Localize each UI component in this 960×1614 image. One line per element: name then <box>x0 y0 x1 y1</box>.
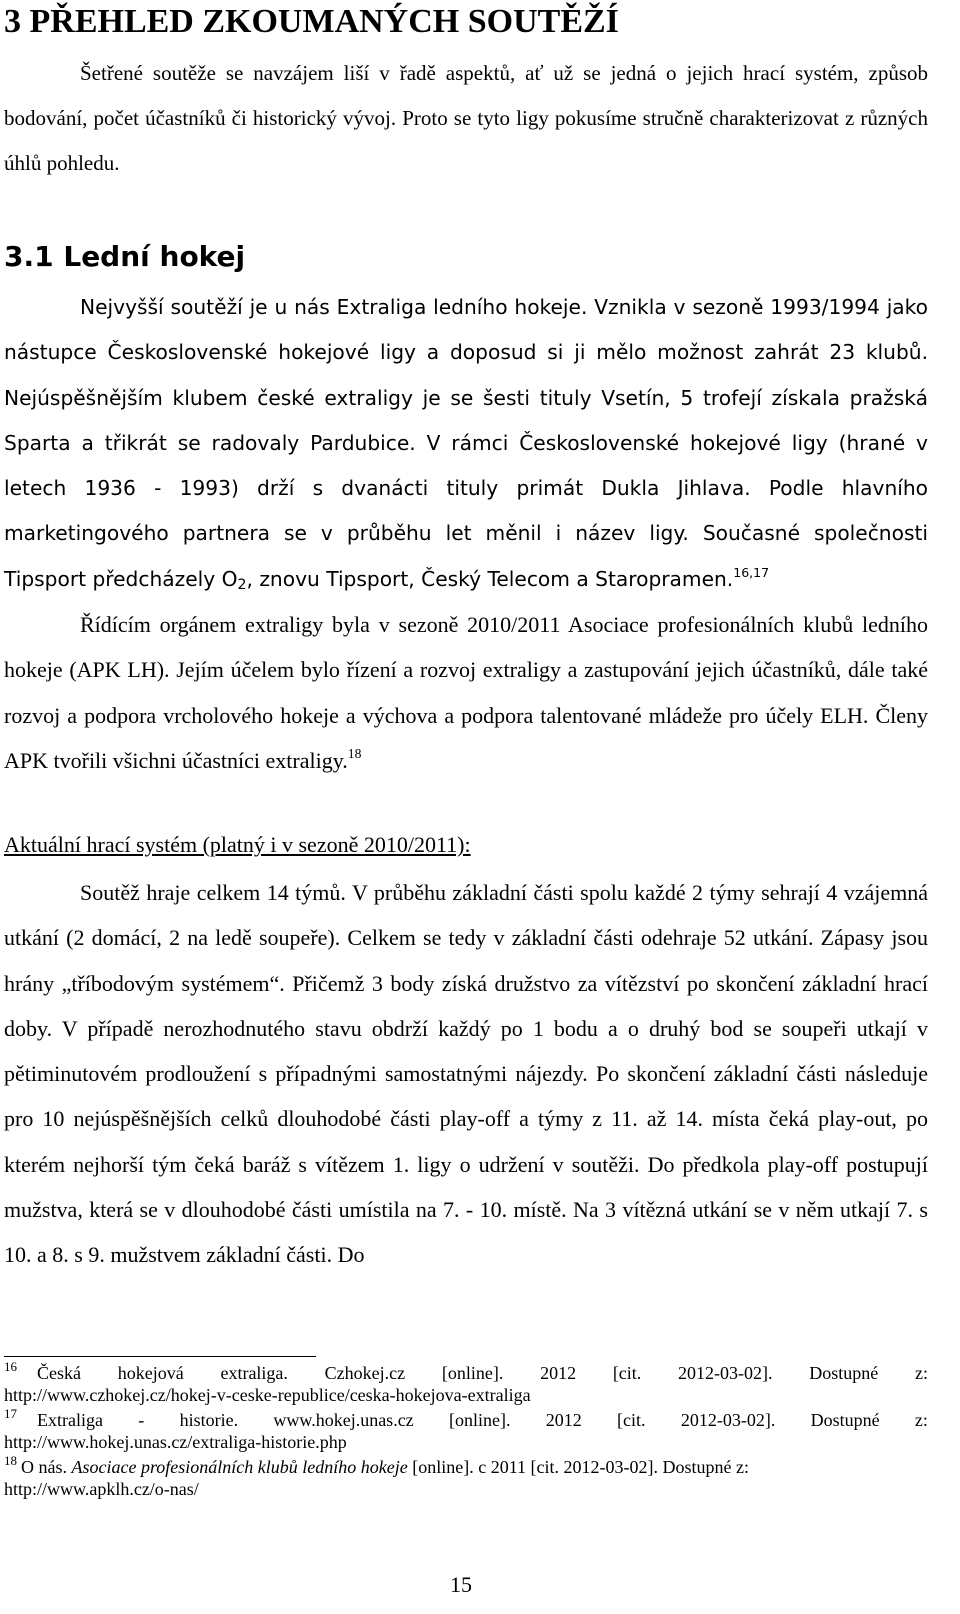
footnote-16 <box>4 1359 928 1406</box>
footnote-number: $^{17}$ Extraliga <box>4 1406 103 1430</box>
footnote-text: O nás. <box>21 1457 72 1477</box>
footnote-word: [cit. <box>617 1410 646 1430</box>
footnote-number: $^{16}$ Česká <box>4 1359 81 1383</box>
section-heading: 3.1 Lední hokej <box>4 240 246 273</box>
footnote-word: extraliga. <box>220 1363 288 1383</box>
footnote-word: www.hokej.unas.cz <box>273 1410 414 1430</box>
footnote-title: Asociace profesionálních klubů ledního hokeje <box>71 1457 408 1477</box>
footnote-word: 2012-03-02]. <box>678 1363 773 1383</box>
paragraph-text: Řídícím orgánem extraligy byla v sezoně 2010/2011 Asociace profesionálních klubů ledního hokeje (APK LH). Jejím účelem bylo řízení a rozvoj extraligy a zastupování jejich účastníků, dále také rozvoj a podpora vrcholového hokeje a výchova a podpora talentované mládeže pro účely ELH. Členy APK tvořili všichni účastníci extraligy. <box>4 612 928 773</box>
footnotes <box>4 1359 928 1503</box>
footnote-word: z: <box>914 1410 928 1430</box>
footnote-word: hokejová <box>117 1363 184 1383</box>
footnote-word: [online]. <box>441 1363 504 1383</box>
footnote-word: Czhokej.cz <box>324 1363 406 1383</box>
intro-paragraph: Šetřené soutěže se navzájem liší v řadě aspektů, ať už se jedná o jejich hrací systém, způsob bodování, počet účastníků či historický vývoj. Proto se tyto ligy pokusíme stručně charakterizovat z různých úhlů pohledu. <box>4 61 928 175</box>
footnote-word: Dostupné <box>809 1363 879 1383</box>
system-subheading: Aktuální hrací systém (platný i v sezoně 2010/2011): <box>4 832 471 857</box>
footnote-word: 2012-03-02]. <box>680 1410 776 1430</box>
section-paragraph-3: Soutěž hraje celkem 14 týmů. V průběhu základní části spolu každé 2 týmy sehrají 4 vzájemná utkání (2 domácí, 2 na ledě soupeře). Celkem se tedy v základní části odehraje 52 utkání. Zápasy jsou hrány „tříbodovým systémem“. Přičemž 3 body získá družstvo za vítězství po skončení základní hrací doby. V případě nerozhodnutého stavu obdrží každý po 1 bodu a o druhý bod se soupeři utkají v pětiminutovém prodloužení s případnými samostatnými nájezdy. Po skončení základní části následuje pro 10 nejúspěšnějších celků dlouhodobé části play-off a týmy z 11. až 14. místa čeká play-out, po kterém nejhorší tým čeká baráž s vítězem 1. ligy o udržení v soutěži. Do předkola play-off postupují mužstva, která se v dlouhodobé části umístila na 7. - 10. místě. Na 3 vítězná utkání se v něm utkají 7. s 10. a 8. s 9. mužstvem základní části. Do <box>4 880 928 1268</box>
paragraph-text: Nejvyšší soutěží je u nás Extraliga ledního hokeje. Vznikla v sezoně 1993/1994 jako nástupce Československé hokejové ligy a doposud si ji mělo možnost zahrát 23 klubů. Nejúspěšnějším klubem české extraligy je se šesti tituly Vsetín, 5 trofejí získala pražská Sparta a třikrát se radovaly Pardubice. V rámci Československé hokejové ligy (hrané v letech 1936 - 1993) drží s dvanácti tituly primát Dukla Jihlava. Podle hlavního marketingového partnera se v průběhu let měnil i název ligy. Současné společnosti Tipsport předcházely O <box>4 295 928 591</box>
subscript: 2 <box>237 576 247 593</box>
footnote-text: [online]. c 2011 [cit. 2012-03-02]. Dostupné z: <box>407 1457 750 1477</box>
footnote-word: z: <box>915 1363 928 1383</box>
section-paragraph-2 <box>4 602 928 783</box>
footnote-line <box>4 1453 928 1478</box>
footnote-word: 2012 <box>540 1363 577 1383</box>
page-number: 15 <box>450 1572 472 1597</box>
footnote-url: http://www.czhokej.cz/hokej-v-ceske-republice/ceska-hokejova-extraliga <box>4 1385 531 1405</box>
footnote-line <box>4 1406 928 1431</box>
paragraph-text-tail: , znovu Tipsport, Český Telecom a Staropramen. <box>246 566 734 591</box>
footnote-url: http://www.apklh.cz/o-nas/ <box>4 1479 199 1499</box>
footnote-word: historie. <box>179 1410 239 1430</box>
footnote-word: - <box>138 1410 145 1430</box>
chapter-heading: 3 PŘEHLED ZKOUMANÝCH SOUTĚŽÍ <box>4 3 619 40</box>
footnote-ref: 18 <box>347 746 362 762</box>
footnote-word: 2012 <box>545 1410 582 1430</box>
footnote-17 <box>4 1406 928 1453</box>
footnote-18 <box>4 1453 928 1500</box>
footnote-word: [cit. <box>612 1363 642 1383</box>
footnote-line <box>4 1359 928 1384</box>
footnote-word: [online]. <box>448 1410 511 1430</box>
section-paragraph-1 <box>4 285 928 602</box>
footnote-number: 18 <box>4 1453 17 1468</box>
footnote-word: Dostupné <box>810 1410 880 1430</box>
footnote-ref: 16,17 <box>733 564 770 580</box>
footnote-url: http://www.hokej.unas.cz/extraliga-historie.php <box>4 1432 347 1452</box>
footnote-separator <box>4 1356 316 1357</box>
